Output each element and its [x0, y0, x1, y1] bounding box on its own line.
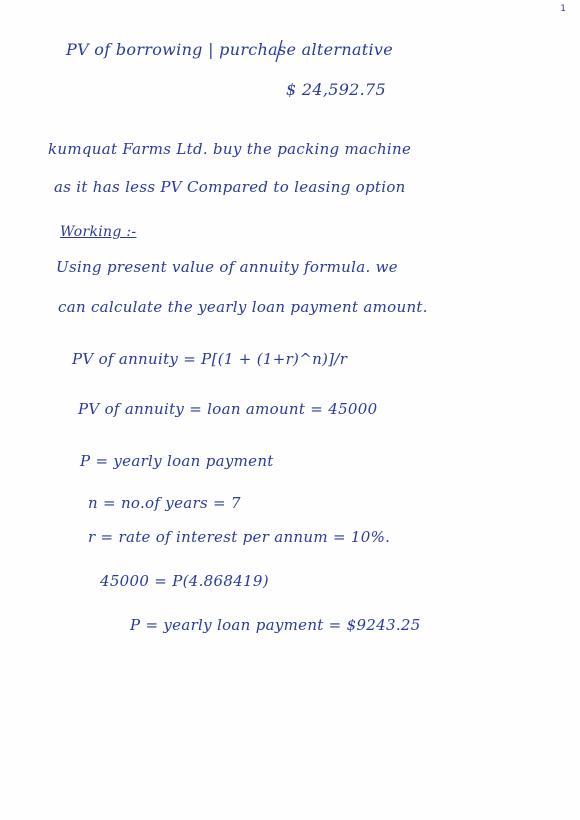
- pv-definition: PV of annuity = loan amount = 45000: [78, 400, 378, 418]
- workings-intro-line-2: can calculate the yearly loan payment amount.: [58, 298, 428, 316]
- n-definition: n = no.of years = 7: [88, 494, 241, 512]
- summary-value: $ 24,592.75: [286, 80, 386, 99]
- p-definition: P = yearly loan payment: [80, 452, 274, 470]
- yearly-payment-result: P = yearly loan payment = $9243.25: [130, 616, 421, 634]
- workings-intro-line-1: Using present value of annuity formula. we: [56, 258, 398, 276]
- r-definition: r = rate of interest per annum = 10%.: [88, 528, 391, 546]
- workings-title: Working :-: [60, 224, 137, 240]
- page-number: 1: [560, 4, 566, 14]
- annuity-formula: PV of annuity = P[(1 + (1+r)^n)]/r: [72, 350, 348, 368]
- conclusion-line-2: as it has less PV Compared to leasing option: [54, 178, 406, 196]
- conclusion-line-1: kumquat Farms Ltd. buy the packing machine: [48, 140, 412, 158]
- summary-heading: PV of borrowing | purchase alternative: [66, 40, 394, 59]
- pv-equation: 45000 = P(4.868419): [100, 572, 269, 590]
